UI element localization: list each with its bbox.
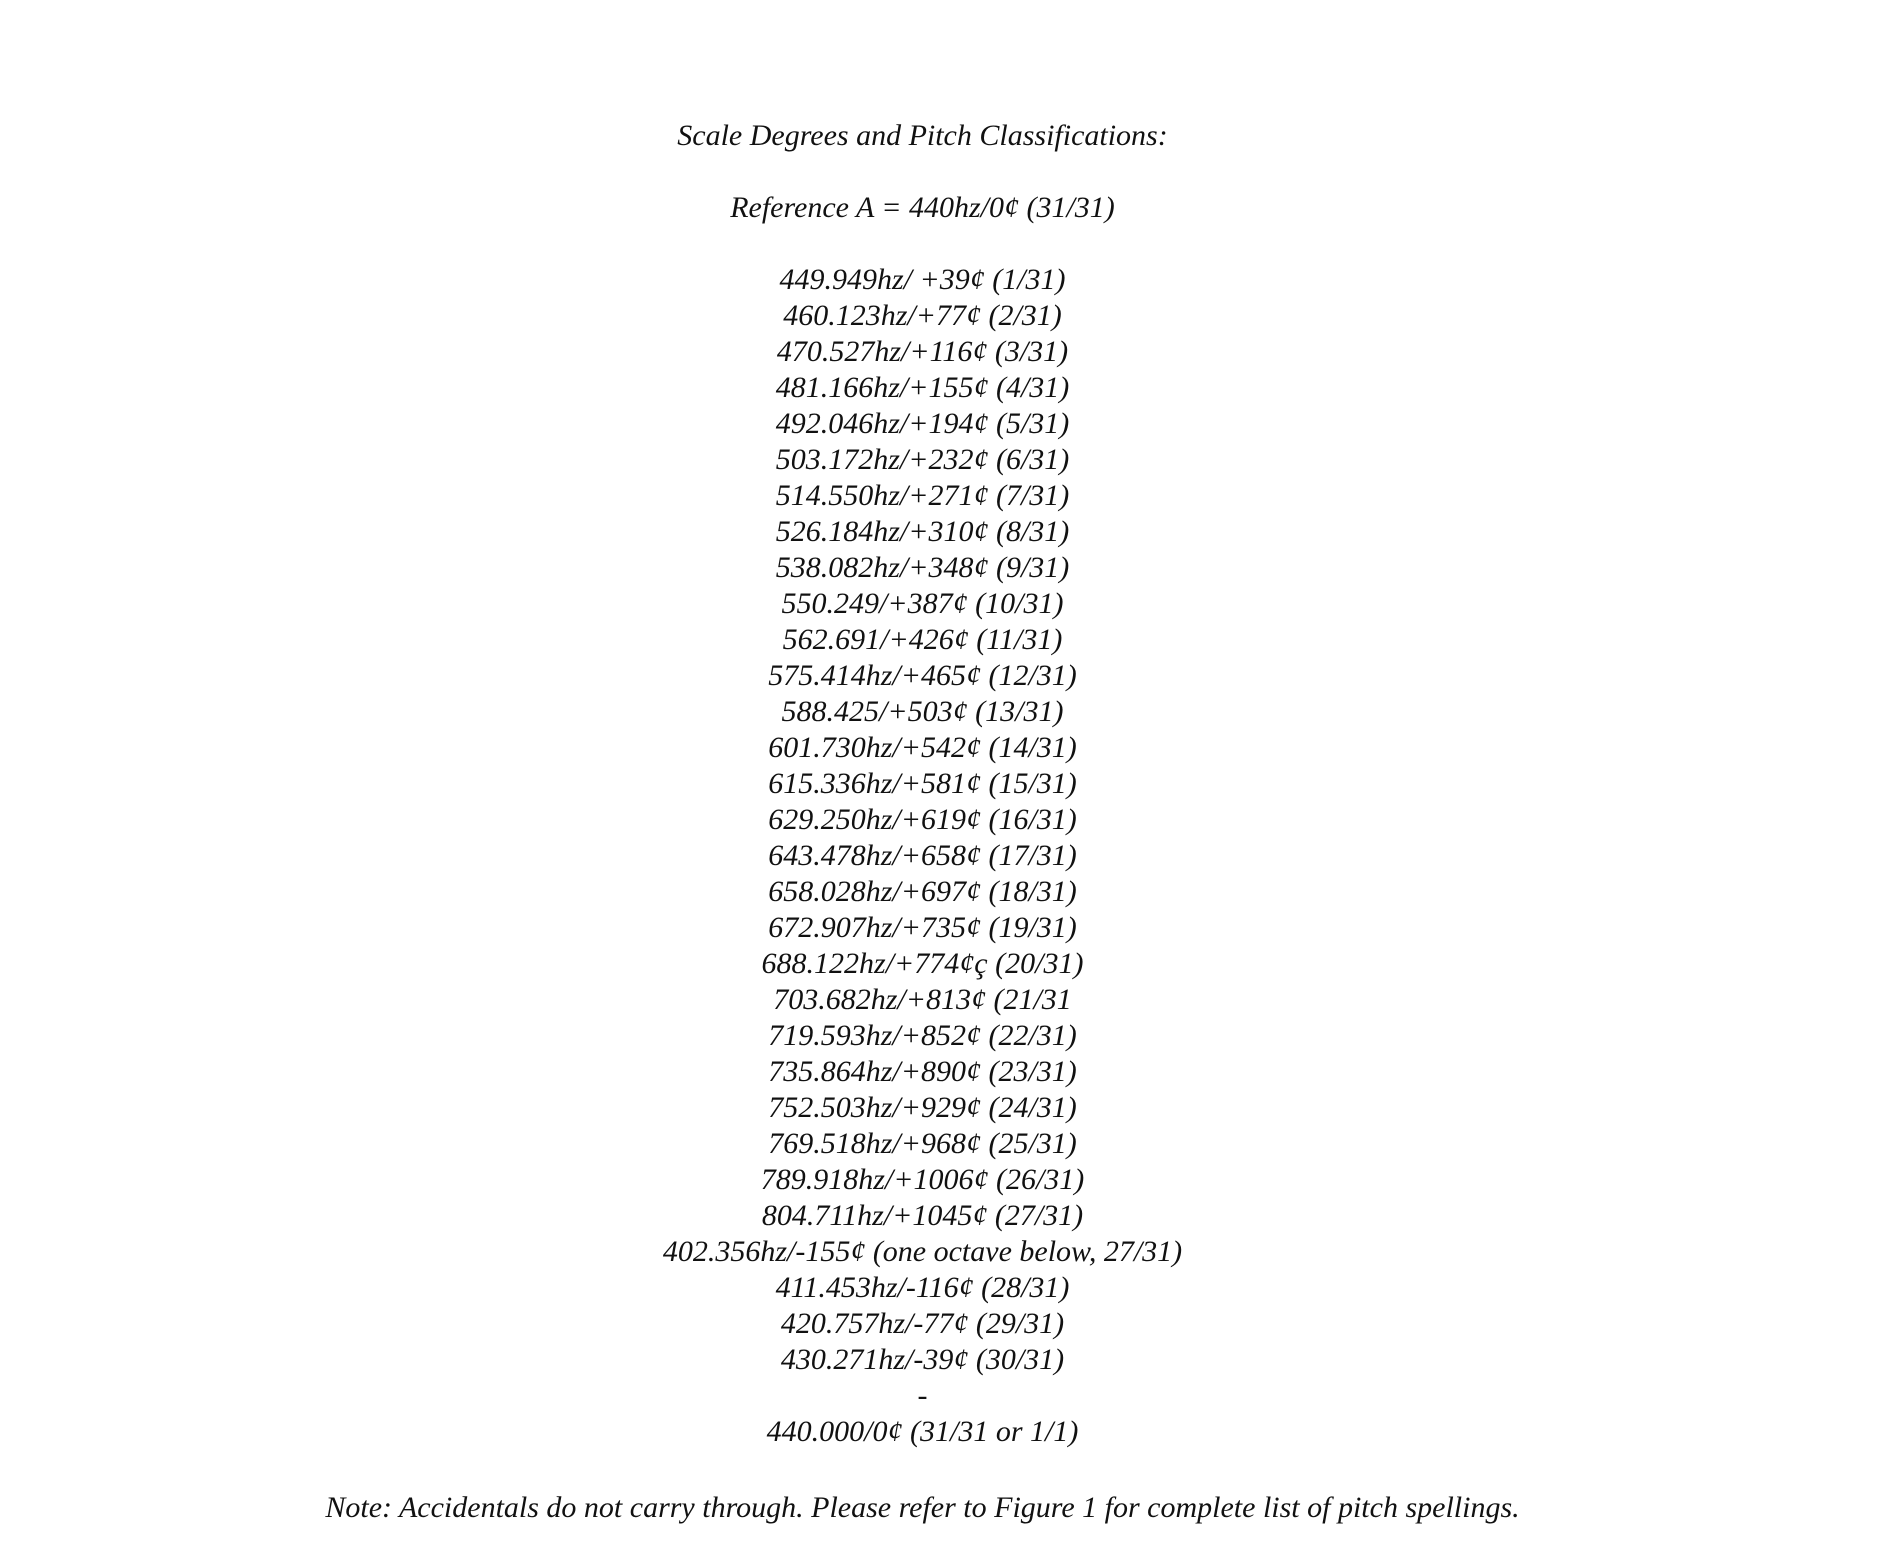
scale-degree-line: 769.518hz/+968¢ (25/31) — [768, 1127, 1077, 1160]
scale-degree-line: 449.949hz/ +39¢ (1/31) — [779, 263, 1066, 296]
scale-degree-line: 430.271hz/-39¢ (30/31) — [780, 1343, 1065, 1376]
scale-degree-line: 411.453hz/-116¢ (28/31) — [775, 1271, 1070, 1304]
scale-degree-line: 470.527hz/+116¢ (3/31) — [776, 335, 1069, 368]
scale-degree-line: 672.907hz/+735¢ (19/31) — [768, 911, 1077, 944]
scale-degree-line: 460.123hz/+77¢ (2/31) — [783, 299, 1062, 332]
scale-degree-line: 643.478hz/+658¢ (17/31) — [768, 839, 1077, 872]
footnote: Note: Accidentals do not carry through. Please refer to Figure 1 for complete list of pitch spellings. — [325, 1491, 1520, 1524]
scale-degree-line: 402.356hz/-155¢ (one octave below, 27/31) — [662, 1235, 1183, 1268]
scale-degree-line: 562.691/+426¢ (11/31) — [782, 623, 1063, 656]
scale-degree-line: 481.166hz/+155¢ (4/31) — [775, 371, 1070, 404]
scale-degree-line: 588.425/+503¢ (13/31) — [781, 695, 1064, 728]
page-title: Scale Degrees and Pitch Classifications: — [677, 119, 1168, 152]
scale-degree-line: 550.249/+387¢ (10/31) — [781, 587, 1064, 620]
scale-degree-line: 601.730hz/+542¢ (14/31) — [768, 731, 1077, 764]
scale-degree-line: 492.046hz/+194¢ (5/31) — [775, 407, 1070, 440]
scale-degree-line: 440.000/0¢ (31/31 or 1/1) — [766, 1415, 1079, 1448]
scale-degree-line: 703.682hz/+813¢ (21/31 — [773, 983, 1072, 1016]
scale-degree-line: 538.082hz/+348¢ (9/31) — [775, 551, 1070, 584]
scale-degree-list — [0, 262, 1845, 1450]
scale-degree-line: 420.757hz/-77¢ (29/31) — [780, 1307, 1065, 1340]
scale-degree-line: 719.593hz/+852¢ (22/31) — [768, 1019, 1077, 1052]
scale-degree-line: 503.172hz/+232¢ (6/31) — [775, 443, 1070, 476]
scale-degree-line: 575.414hz/+465¢ (12/31) — [768, 659, 1077, 692]
scale-degree-line: 752.503hz/+929¢ (24/31) — [768, 1091, 1077, 1124]
scale-degree-line: 514.550hz/+271¢ (7/31) — [775, 479, 1070, 512]
scale-degree-line: 526.184hz/+310¢ (8/31) — [775, 515, 1070, 548]
reference-pitch: Reference A = 440hz/0¢ (31/31) — [730, 191, 1115, 224]
scale-degree-line: 615.336hz/+581¢ (15/31) — [768, 767, 1077, 800]
scale-degree-line: 688.122hz/+774¢ç (20/31) — [761, 947, 1084, 980]
scale-degree-line: 789.918hz/+1006¢ (26/31) — [760, 1163, 1085, 1196]
scale-degree-line: 658.028hz/+697¢ (18/31) — [768, 875, 1077, 908]
scale-degree-line: 804.711hz/+1045¢ (27/31) — [761, 1199, 1084, 1232]
scale-degree-line: 629.250hz/+619¢ (16/31) — [768, 803, 1077, 836]
separator-dash: - — [917, 1379, 928, 1412]
scale-degree-line: 735.864hz/+890¢ (23/31) — [768, 1055, 1077, 1088]
